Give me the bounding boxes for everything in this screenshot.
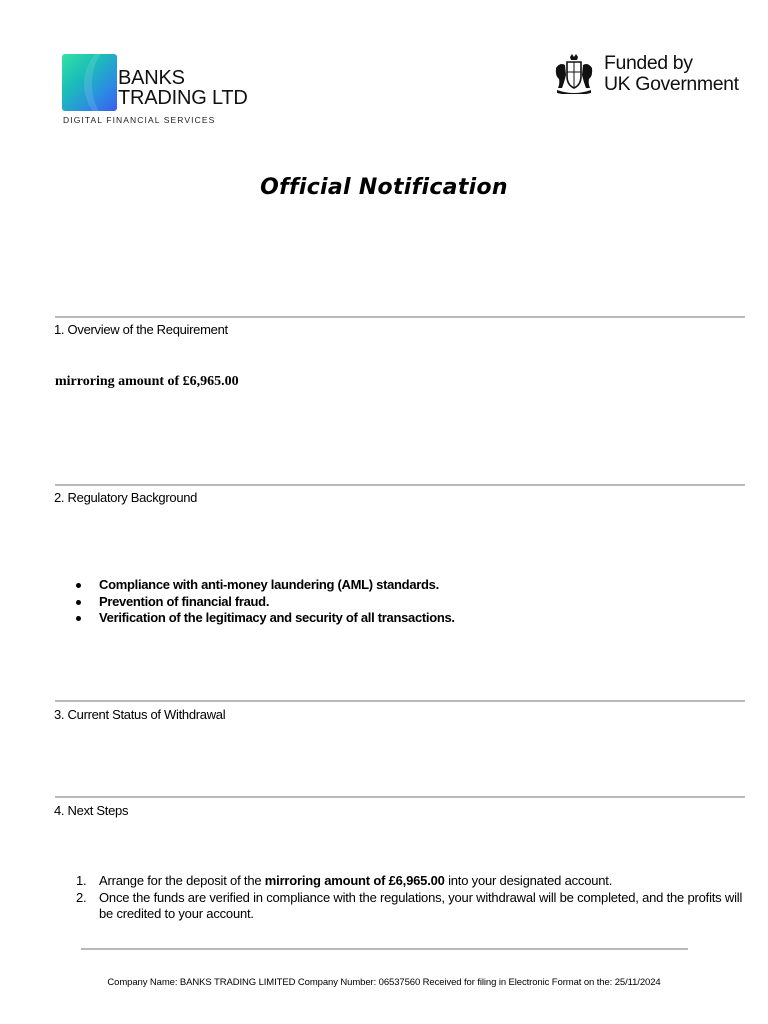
list-item bbox=[74, 610, 455, 627]
bullet-text: Prevention of financial fraud. bbox=[99, 593, 270, 609]
list-item bbox=[74, 873, 746, 890]
step-text: Once the funds are verified in compliance with the regulations, your withdrawal will be completed, and the profits will be credited to your account. bbox=[99, 889, 743, 921]
company-logo-mark bbox=[62, 54, 117, 111]
document-title: Official Notification bbox=[260, 175, 508, 200]
section-divider bbox=[55, 796, 745, 798]
funded-by-line-2: UK Government bbox=[604, 73, 739, 95]
list-item bbox=[74, 594, 455, 611]
step-text-bold: mirroring amount of £6,965.00 bbox=[264, 873, 445, 888]
bullet-icon bbox=[76, 600, 81, 605]
regulatory-bullet-list bbox=[74, 577, 455, 627]
section-heading-status: 3. Current Status of Withdrawal bbox=[54, 707, 226, 722]
section-divider bbox=[55, 700, 745, 702]
logo-line-2: TRADING LTD bbox=[118, 87, 248, 109]
section-heading-regulatory: 2. Regulatory Background bbox=[54, 490, 198, 505]
bullet-icon bbox=[76, 616, 81, 621]
bullet-text: Compliance with anti-money laundering (AML) standards. bbox=[99, 577, 439, 592]
royal-coat-of-arms-icon bbox=[553, 54, 595, 94]
section-divider bbox=[55, 316, 745, 318]
step-number: 2. bbox=[76, 889, 87, 905]
overview-amount-text: mirroring amount of £6,965.00 bbox=[55, 374, 239, 389]
bullet-text: Verification of the legitimacy and security of all transactions. bbox=[99, 610, 455, 625]
section-divider bbox=[55, 484, 745, 486]
section-heading-overview: 1. Overview of the Requirement bbox=[54, 322, 228, 337]
logo-line-1: BANKS bbox=[118, 67, 185, 89]
step-text-after: into your designated account. bbox=[444, 873, 613, 888]
logo-tagline: DIGITAL FINANCIAL SERVICES bbox=[63, 115, 216, 125]
funded-by-text bbox=[604, 53, 739, 95]
funded-by-line-1: Funded by bbox=[604, 52, 693, 74]
list-item bbox=[74, 890, 746, 923]
next-steps-list bbox=[74, 873, 746, 923]
footer-company-info: Company Name: BANKS TRADING LIMITED Company Number: 06537560 Received for filing in Electronic Format on the: 25/11/2024 bbox=[107, 977, 661, 988]
section-heading-next-steps: 4. Next Steps bbox=[54, 803, 129, 818]
company-logo-text bbox=[118, 68, 248, 108]
step-number: 1. bbox=[76, 873, 87, 888]
list-item bbox=[74, 577, 455, 594]
step-text-before: Arrange for the deposit of the bbox=[99, 873, 265, 888]
bullet-icon bbox=[76, 583, 81, 588]
footer-divider bbox=[81, 948, 688, 950]
